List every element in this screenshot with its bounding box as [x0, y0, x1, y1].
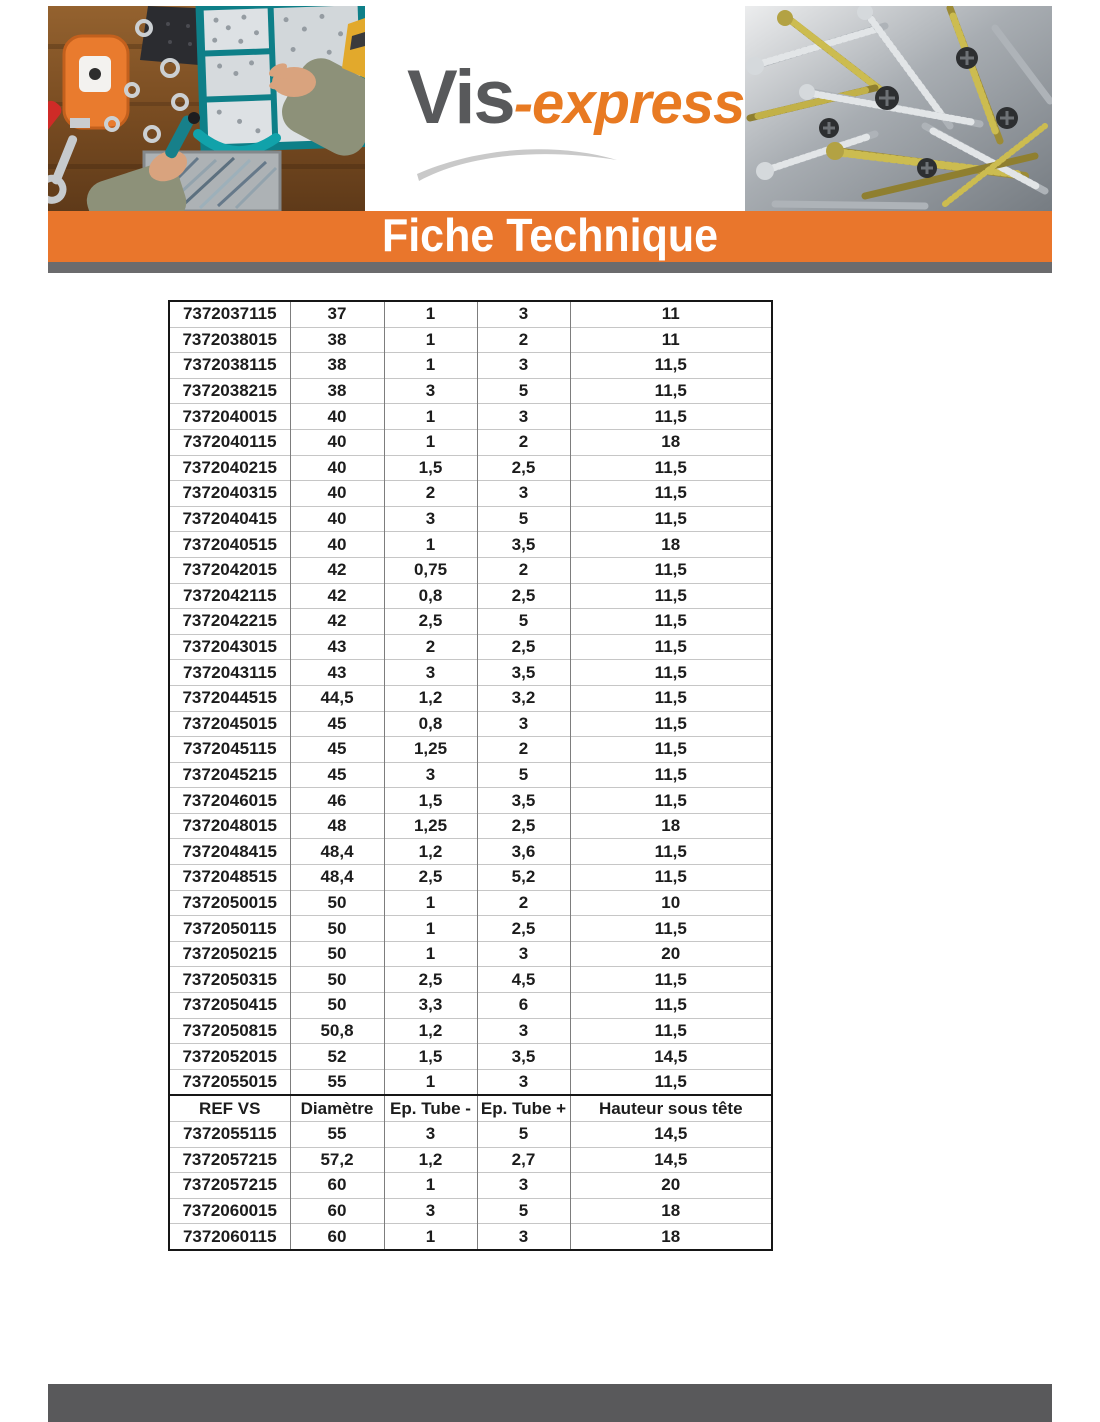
table-cell: 3	[477, 301, 570, 327]
table-cell: 43	[290, 660, 384, 686]
table-cell: 2	[384, 481, 477, 507]
table-row	[169, 1198, 772, 1224]
table-cell: 1,2	[384, 1018, 477, 1044]
spec-table	[168, 300, 773, 1251]
table-cell: 7372040215	[169, 455, 290, 481]
table-cell: 1,25	[384, 813, 477, 839]
table-cell: 11,5	[570, 481, 772, 507]
table-cell: 2,7	[477, 1147, 570, 1173]
table-cell: 7372044515	[169, 685, 290, 711]
table-cell: 7372038115	[169, 353, 290, 379]
table-cell: 40	[290, 532, 384, 558]
table-cell: 55	[290, 1069, 384, 1095]
table-cell: 2,5	[477, 634, 570, 660]
table-row	[169, 327, 772, 353]
table-row	[169, 737, 772, 763]
table-row	[169, 1018, 772, 1044]
table-cell: 7372040315	[169, 481, 290, 507]
table-cell: 40	[290, 404, 384, 430]
table-cell: 7372057215	[169, 1173, 290, 1199]
table-cell: 3	[384, 1198, 477, 1224]
table-cell: 7372046015	[169, 788, 290, 814]
table-cell: 11,5	[570, 762, 772, 788]
table-cell: 7372050115	[169, 916, 290, 942]
column-header: Hauteur sous tête	[570, 1095, 772, 1121]
table-cell: 11,5	[570, 404, 772, 430]
table-cell: 50	[290, 993, 384, 1019]
table-cell: 11,5	[570, 737, 772, 763]
table-header-row	[169, 1095, 772, 1121]
table-cell: 7372050315	[169, 967, 290, 993]
table-cell: 11,5	[570, 1018, 772, 1044]
table-cell: 1,25	[384, 737, 477, 763]
table-cell: 7372060115	[169, 1224, 290, 1250]
table-cell: 11,5	[570, 788, 772, 814]
table-cell: 14,5	[570, 1147, 772, 1173]
table-row	[169, 404, 772, 430]
table-row	[169, 967, 772, 993]
workbench-photo-art	[48, 6, 365, 211]
table-cell: 10	[570, 890, 772, 916]
table-row	[169, 1122, 772, 1148]
table-cell: 3	[477, 1069, 570, 1095]
table-cell: 7372040515	[169, 532, 290, 558]
workbench-photo	[48, 6, 365, 211]
table-cell: 7372045215	[169, 762, 290, 788]
table-cell: 20	[570, 1173, 772, 1199]
table-cell: 5	[477, 609, 570, 635]
table-cell: 50	[290, 916, 384, 942]
table-cell: 7372042215	[169, 609, 290, 635]
table-cell: 7372055115	[169, 1122, 290, 1148]
table-cell: 3	[477, 1018, 570, 1044]
table-row	[169, 1173, 772, 1199]
screws-photo-art	[745, 6, 1052, 211]
table-cell: 6	[477, 993, 570, 1019]
table-row	[169, 890, 772, 916]
table-cell: 3	[477, 353, 570, 379]
table-cell: 43	[290, 634, 384, 660]
table-row	[169, 916, 772, 942]
table-row	[169, 429, 772, 455]
table-cell: 44,5	[290, 685, 384, 711]
table-cell: 18	[570, 1198, 772, 1224]
table-row	[169, 634, 772, 660]
table-row	[169, 762, 772, 788]
table-row	[169, 788, 772, 814]
table-cell: 18	[570, 429, 772, 455]
table-cell: 11	[570, 301, 772, 327]
table-cell: 4,5	[477, 967, 570, 993]
table-cell: 2	[384, 634, 477, 660]
table-cell: 11,5	[570, 685, 772, 711]
table-cell: 7372050815	[169, 1018, 290, 1044]
table-row	[169, 711, 772, 737]
table-cell: 7372043015	[169, 634, 290, 660]
table-cell: 1,5	[384, 1044, 477, 1070]
table-cell: 55	[290, 1122, 384, 1148]
table-cell: 7372045115	[169, 737, 290, 763]
table-cell: 11,5	[570, 711, 772, 737]
table-cell: 1	[384, 890, 477, 916]
table-row	[169, 583, 772, 609]
table-row	[169, 993, 772, 1019]
table-cell: 7372038015	[169, 327, 290, 353]
table-cell: 2	[477, 557, 570, 583]
table-row	[169, 941, 772, 967]
table-cell: 1	[384, 1224, 477, 1250]
table-cell: 2	[477, 429, 570, 455]
table-cell: 20	[570, 941, 772, 967]
table-cell: 40	[290, 506, 384, 532]
table-cell: 11,5	[570, 839, 772, 865]
table-cell: 48,4	[290, 865, 384, 891]
table-cell: 5,2	[477, 865, 570, 891]
banner	[48, 211, 1052, 262]
table-cell: 50,8	[290, 1018, 384, 1044]
spec-table-body	[169, 301, 772, 1250]
table-cell: 11,5	[570, 660, 772, 686]
table-cell: 11,5	[570, 993, 772, 1019]
table-cell: 7372050415	[169, 993, 290, 1019]
table-row	[169, 353, 772, 379]
table-cell: 50	[290, 941, 384, 967]
table-cell: 1	[384, 429, 477, 455]
table-cell: 7372048415	[169, 839, 290, 865]
logo-text	[407, 54, 744, 141]
table-cell: 5	[477, 1122, 570, 1148]
table-cell: 14,5	[570, 1044, 772, 1070]
table-cell: 3	[384, 378, 477, 404]
table-cell: 38	[290, 327, 384, 353]
table-row	[169, 685, 772, 711]
table-cell: 60	[290, 1198, 384, 1224]
table-cell: 7372050215	[169, 941, 290, 967]
table-row	[169, 301, 772, 327]
screws-photo	[745, 6, 1052, 211]
table-cell: 7372043115	[169, 660, 290, 686]
table-cell: 3,3	[384, 993, 477, 1019]
table-row	[169, 839, 772, 865]
table-cell: 7372057215	[169, 1147, 290, 1173]
table-cell: 60	[290, 1224, 384, 1250]
table-cell: 7372038215	[169, 378, 290, 404]
table-cell: 3	[477, 404, 570, 430]
table-cell: 11,5	[570, 583, 772, 609]
column-header: Ep. Tube +	[477, 1095, 570, 1121]
table-cell: 11,5	[570, 506, 772, 532]
table-cell: 45	[290, 737, 384, 763]
column-header: REF VS	[169, 1095, 290, 1121]
table-cell: 42	[290, 557, 384, 583]
table-cell: 45	[290, 711, 384, 737]
logo-text-primary: Vis	[407, 55, 514, 140]
table-cell: 3	[384, 506, 477, 532]
table-cell: 11	[570, 327, 772, 353]
table-cell: 40	[290, 455, 384, 481]
table-cell: 2	[477, 737, 570, 763]
table-cell: 7372045015	[169, 711, 290, 737]
table-cell: 11,5	[570, 865, 772, 891]
table-cell: 7372060015	[169, 1198, 290, 1224]
table-row	[169, 481, 772, 507]
table-cell: 1,2	[384, 1147, 477, 1173]
table-row	[169, 1147, 772, 1173]
table-cell: 2,5	[384, 967, 477, 993]
table-row	[169, 1224, 772, 1250]
table-cell: 11,5	[570, 378, 772, 404]
table-cell: 1,5	[384, 455, 477, 481]
table-cell: 3	[477, 941, 570, 967]
table-cell: 50	[290, 967, 384, 993]
table-cell: 3,5	[477, 1044, 570, 1070]
table-cell: 1	[384, 327, 477, 353]
table-cell: 1	[384, 1069, 477, 1095]
page-title: Fiche Technique	[381, 210, 719, 262]
table-cell: 11,5	[570, 353, 772, 379]
table-cell: 0,8	[384, 711, 477, 737]
table-cell: 7372040415	[169, 506, 290, 532]
table-cell: 1,2	[384, 839, 477, 865]
table-cell: 42	[290, 583, 384, 609]
table-row	[169, 865, 772, 891]
table-cell: 1	[384, 301, 477, 327]
logo-text-secondary: -express	[513, 71, 745, 136]
table-cell: 2,5	[477, 813, 570, 839]
table-row	[169, 609, 772, 635]
table-cell: 7372042115	[169, 583, 290, 609]
table-cell: 3	[477, 711, 570, 737]
logo-swoosh-icon	[413, 144, 623, 184]
column-header: Diamètre	[290, 1095, 384, 1121]
table-cell: 11,5	[570, 967, 772, 993]
table-cell: 3	[384, 1122, 477, 1148]
table-cell: 11,5	[570, 557, 772, 583]
table-cell: 11,5	[570, 634, 772, 660]
table-cell: 2,5	[477, 916, 570, 942]
table-cell: 1,5	[384, 788, 477, 814]
table-cell: 18	[570, 813, 772, 839]
table-cell: 3	[477, 1173, 570, 1199]
table-row	[169, 506, 772, 532]
table-cell: 7372052015	[169, 1044, 290, 1070]
table-cell: 7372042015	[169, 557, 290, 583]
table-row	[169, 660, 772, 686]
table-cell: 0,75	[384, 557, 477, 583]
table-row	[169, 1069, 772, 1095]
table-cell: 14,5	[570, 1122, 772, 1148]
table-cell: 60	[290, 1173, 384, 1199]
table-cell: 11,5	[570, 455, 772, 481]
table-cell: 52	[290, 1044, 384, 1070]
table-cell: 40	[290, 481, 384, 507]
footer-bar	[48, 1384, 1052, 1422]
table-cell: 0,8	[384, 583, 477, 609]
table-cell: 1	[384, 353, 477, 379]
banner-underline	[48, 262, 1052, 273]
table-cell: 48	[290, 813, 384, 839]
table-cell: 3	[384, 660, 477, 686]
table-row	[169, 378, 772, 404]
table-cell: 5	[477, 378, 570, 404]
table-cell: 18	[570, 532, 772, 558]
table-cell: 38	[290, 353, 384, 379]
table-cell: 2,5	[477, 455, 570, 481]
table-cell: 7372040115	[169, 429, 290, 455]
column-header: Ep. Tube -	[384, 1095, 477, 1121]
table-cell: 1	[384, 532, 477, 558]
table-cell: 2	[477, 327, 570, 353]
table-cell: 1	[384, 916, 477, 942]
table-row	[169, 813, 772, 839]
tape-measure-shape	[64, 36, 128, 128]
table-cell: 46	[290, 788, 384, 814]
table-cell: 11,5	[570, 609, 772, 635]
table-cell: 3,2	[477, 685, 570, 711]
table-cell: 2,5	[477, 583, 570, 609]
table-cell: 7372048015	[169, 813, 290, 839]
table-row	[169, 455, 772, 481]
table-cell: 2	[477, 890, 570, 916]
table-cell: 3	[477, 1224, 570, 1250]
table-cell: 3,5	[477, 532, 570, 558]
table-cell: 3,5	[477, 660, 570, 686]
table-cell: 1	[384, 404, 477, 430]
table-cell: 40	[290, 429, 384, 455]
table-cell: 3,6	[477, 839, 570, 865]
table-cell: 7372055015	[169, 1069, 290, 1095]
table-cell: 7372037115	[182, 304, 277, 324]
table-row	[169, 557, 772, 583]
table-cell: 5	[477, 1198, 570, 1224]
table-cell: 45	[290, 762, 384, 788]
table-cell: 7372040015	[169, 404, 290, 430]
table-cell: 2,5	[384, 609, 477, 635]
table-row	[169, 532, 772, 558]
table-cell: 5	[477, 506, 570, 532]
table-cell: 37	[290, 301, 384, 327]
table-cell: 3,5	[477, 788, 570, 814]
table-cell: 11,5	[570, 916, 772, 942]
table-cell: 2,5	[384, 865, 477, 891]
table-cell: 18	[570, 1224, 772, 1250]
table-cell: 7372050015	[169, 890, 290, 916]
table-cell: 3	[384, 762, 477, 788]
table-cell: 57,2	[290, 1147, 384, 1173]
table-cell: 48,4	[290, 839, 384, 865]
vis-express-logo	[365, 6, 745, 211]
table-cell: 7372048515	[169, 865, 290, 891]
table-cell: 38	[290, 378, 384, 404]
table-cell: 1,2	[384, 685, 477, 711]
table-row	[169, 1044, 772, 1070]
table-cell: 3	[477, 481, 570, 507]
table-cell: 50	[290, 890, 384, 916]
table-cell: 11,5	[570, 1069, 772, 1095]
table-cell: 1	[384, 941, 477, 967]
table-cell: 5	[477, 762, 570, 788]
table-cell: 42	[290, 609, 384, 635]
table-cell: 1	[384, 1173, 477, 1199]
